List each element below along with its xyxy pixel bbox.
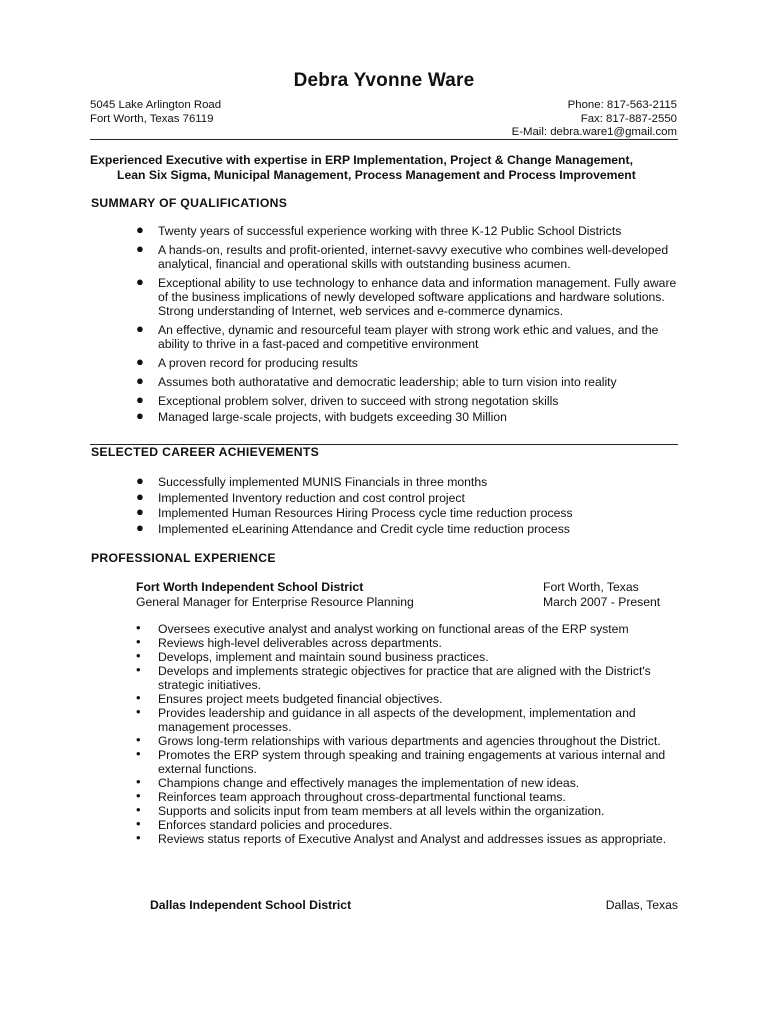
bullet-icon: ● [136,488,144,504]
list-item: • Reviews status reports of Executive Analyst and Analyst and addresses issues as appropriate. [136,830,667,846]
job1-dates: March 2007 - Present [543,595,661,609]
bullet-icon: ● [136,392,144,407]
list-item: • Oversees executive analyst and analyst working on functional areas of the ERP system [136,620,629,636]
address-block [90,99,221,126]
list-item: ● Implemented eLearining Attendance and Credit cycle time reduction process [136,519,570,536]
list-item: • Champions change and effectively manages the implementation of new ideas. [136,774,580,790]
address-line-2: Fort Worth, Texas 76119 [90,112,214,125]
bullet-icon: ● [136,222,144,237]
bullet-icon: • [136,648,141,663]
bullet-icon: ● [136,354,144,369]
list-item: ● Exceptional problem solver, driven to succeed with strong negotation skills [136,392,559,408]
bullet-icon: ● [136,504,144,519]
list-item: • Provides leadership and guidance in all aspects of the development, implementation and management processes. [136,704,636,734]
bullet-icon: ● [136,519,144,535]
summary-section-title: SUMMARY OF QUALIFICATIONS [91,196,288,210]
bullet-icon: ● [136,241,144,256]
list-item: ● Twenty years of successful experience working with three K-12 Public School Districts [136,222,622,238]
headline-line-1: Experienced Executive with expertise in ERP Implementation, Project & Change Management, [90,153,633,167]
list-item: • Reviews high-level deliverables across departments. [136,634,442,650]
list-item: ● Managed large-scale projects, with budgets exceeding 30 Million [136,408,507,424]
list-item: • Grows long-term relationships with various departments and agencies throughout the District. [136,732,661,748]
list-item: ● Exceptional ability to use technology to enhance data and information management. Fully aware of the business implications of newly developed software applications and hardware solutions. Strong understanding of Internet, web services and e-commerce dynamics. [136,274,677,318]
achievements-list [136,475,681,537]
list-item: • Develops and implements strategic objectives for practice that are aligned with the District's strategic initiatives. [136,662,651,692]
job2-employer: Dallas Independent School District [150,898,352,912]
list-item: • Enforces standard policies and procedures. [136,816,393,832]
job1-role: General Manager for Enterprise Resource Planning [136,595,414,609]
phone-number: Phone: 817-563-2115 [567,99,677,111]
bullet-icon: • [136,620,141,635]
list-item: ● Successfully implemented MUNIS Financials in three months [136,473,488,489]
contact-block [512,99,677,140]
bullet-icon: • [136,816,141,831]
job1-employer: Fort Worth Independent School District [136,580,364,594]
job2-location: Dallas, Texas [605,898,678,912]
bullet-icon: • [136,788,141,803]
candidate-name: Debra Yvonne Ware [293,70,475,91]
list-item: • Supports and solicits input from team members at all levels within the organization. [136,802,605,818]
bullet-icon: • [136,662,141,677]
bullet-icon: ● [136,408,144,423]
bullet-icon: ● [136,373,144,388]
fax-number: Fax: 817-887-2550 [580,112,677,125]
list-item: ● Assumes both authoratative and democratic leadership; able to turn vision into reality [136,373,617,389]
bullet-icon: • [136,634,141,649]
bullet-icon: • [136,690,141,705]
summary-list [136,224,681,429]
header-divider [90,139,678,140]
bullet-icon: • [136,802,141,817]
list-item: ● A hands-on, results and profit-oriented, internet-savvy executive who combines well-developed analytical, financial and operational skills with outstanding business acumen. [136,241,669,271]
professional-headline [90,153,678,182]
list-item: • Promotes the ERP system through speaking and training engagements at various internal and external functions. [136,746,666,776]
bullet-icon: ● [136,473,144,488]
bullet-icon: • [136,704,141,719]
list-item: ● Implemented Inventory reduction and cost control project [136,488,465,505]
job1-location: Fort Worth, Texas [543,580,639,594]
bullet-icon: ● [136,321,144,336]
bullet-icon: • [136,746,141,761]
bullet-icon: ● [136,274,144,289]
headline-line-2: Lean Six Sigma, Municipal Management, Process Management and Process Improvement [117,167,636,182]
list-item: • Reinforces team approach throughout cross-departmental functional teams. [136,788,566,804]
bullet-icon: • [136,830,141,845]
list-item: ● A proven record for producing results [136,354,358,370]
list-item: ● An effective, dynamic and resourceful team player with strong work ethic and values, and the ability to thrive in a fast-paced and competitive environment [136,321,659,351]
email-address: E-Mail: debra.ware1@gmail.com [511,126,677,138]
bullet-icon: • [136,732,141,747]
experience-section-title: PROFESSIONAL EXPERIENCE [91,551,276,565]
list-item: ● Implemented Human Resources Hiring Process cycle time reduction process [136,504,573,520]
achievements-section-title: SELECTED CAREER ACHIEVEMENTS [91,445,320,459]
job1-duties-list [136,622,681,846]
bullet-icon: • [136,774,141,789]
list-item: • Develops, implement and maintain sound business practices. [136,648,489,664]
list-item: • Ensures project meets budgeted financial objectives. [136,690,443,706]
address-line-1: 5045 Lake Arlington Road [90,99,222,111]
